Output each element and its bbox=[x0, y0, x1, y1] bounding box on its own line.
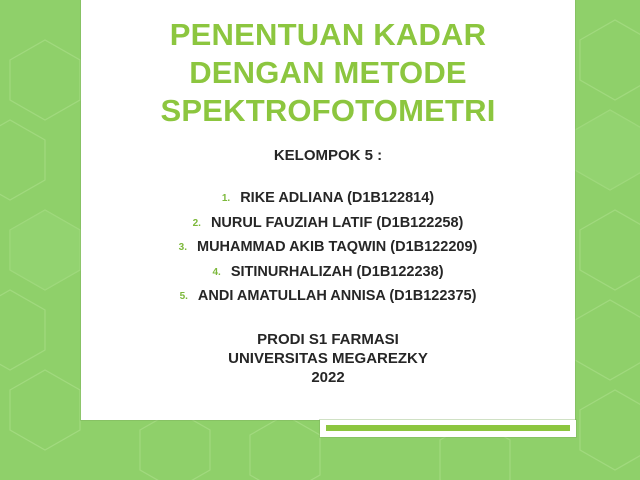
list-number: 3. bbox=[178, 242, 187, 253]
university-name: UNIVERSITAS MEGAREZKY bbox=[228, 350, 428, 367]
accent-box bbox=[320, 420, 576, 437]
member-name: SITINURHALIZAH (D1B122238) bbox=[230, 263, 444, 280]
member-list bbox=[81, 186, 575, 309]
group-label: KELOMPOK 5 : bbox=[273, 147, 383, 164]
member-name: RIKE ADLIANA (D1B122814) bbox=[240, 190, 435, 206]
list-item bbox=[81, 284, 575, 309]
footer-info bbox=[81, 330, 575, 387]
member-name: NURUL FAUZIAH LATIF (D1B122258) bbox=[210, 214, 464, 231]
list-item bbox=[81, 186, 575, 211]
title-line: SPEKTROFOTOMETRI bbox=[160, 93, 496, 128]
year: 2022 bbox=[311, 369, 345, 386]
slide-title bbox=[81, 16, 575, 130]
list-item bbox=[81, 260, 575, 285]
member-name: MUHAMMAD AKIB TAQWIN (D1B122209) bbox=[196, 239, 478, 255]
list-number: 2. bbox=[192, 217, 201, 229]
program-name: PRODI S1 FARMASI bbox=[257, 331, 399, 348]
list-number: 1. bbox=[221, 193, 231, 204]
list-number: 5. bbox=[179, 291, 188, 302]
list-number: 4. bbox=[212, 266, 221, 278]
title-line: PENENTUAN KADAR bbox=[169, 17, 487, 52]
list-item bbox=[81, 235, 575, 260]
list-item bbox=[81, 211, 575, 236]
accent-bar bbox=[326, 425, 570, 431]
member-name: ANDI AMATULLAH ANNISA (D1B122375) bbox=[197, 288, 477, 304]
title-line: DENGAN METODE bbox=[189, 55, 467, 90]
content-card bbox=[81, 0, 575, 420]
